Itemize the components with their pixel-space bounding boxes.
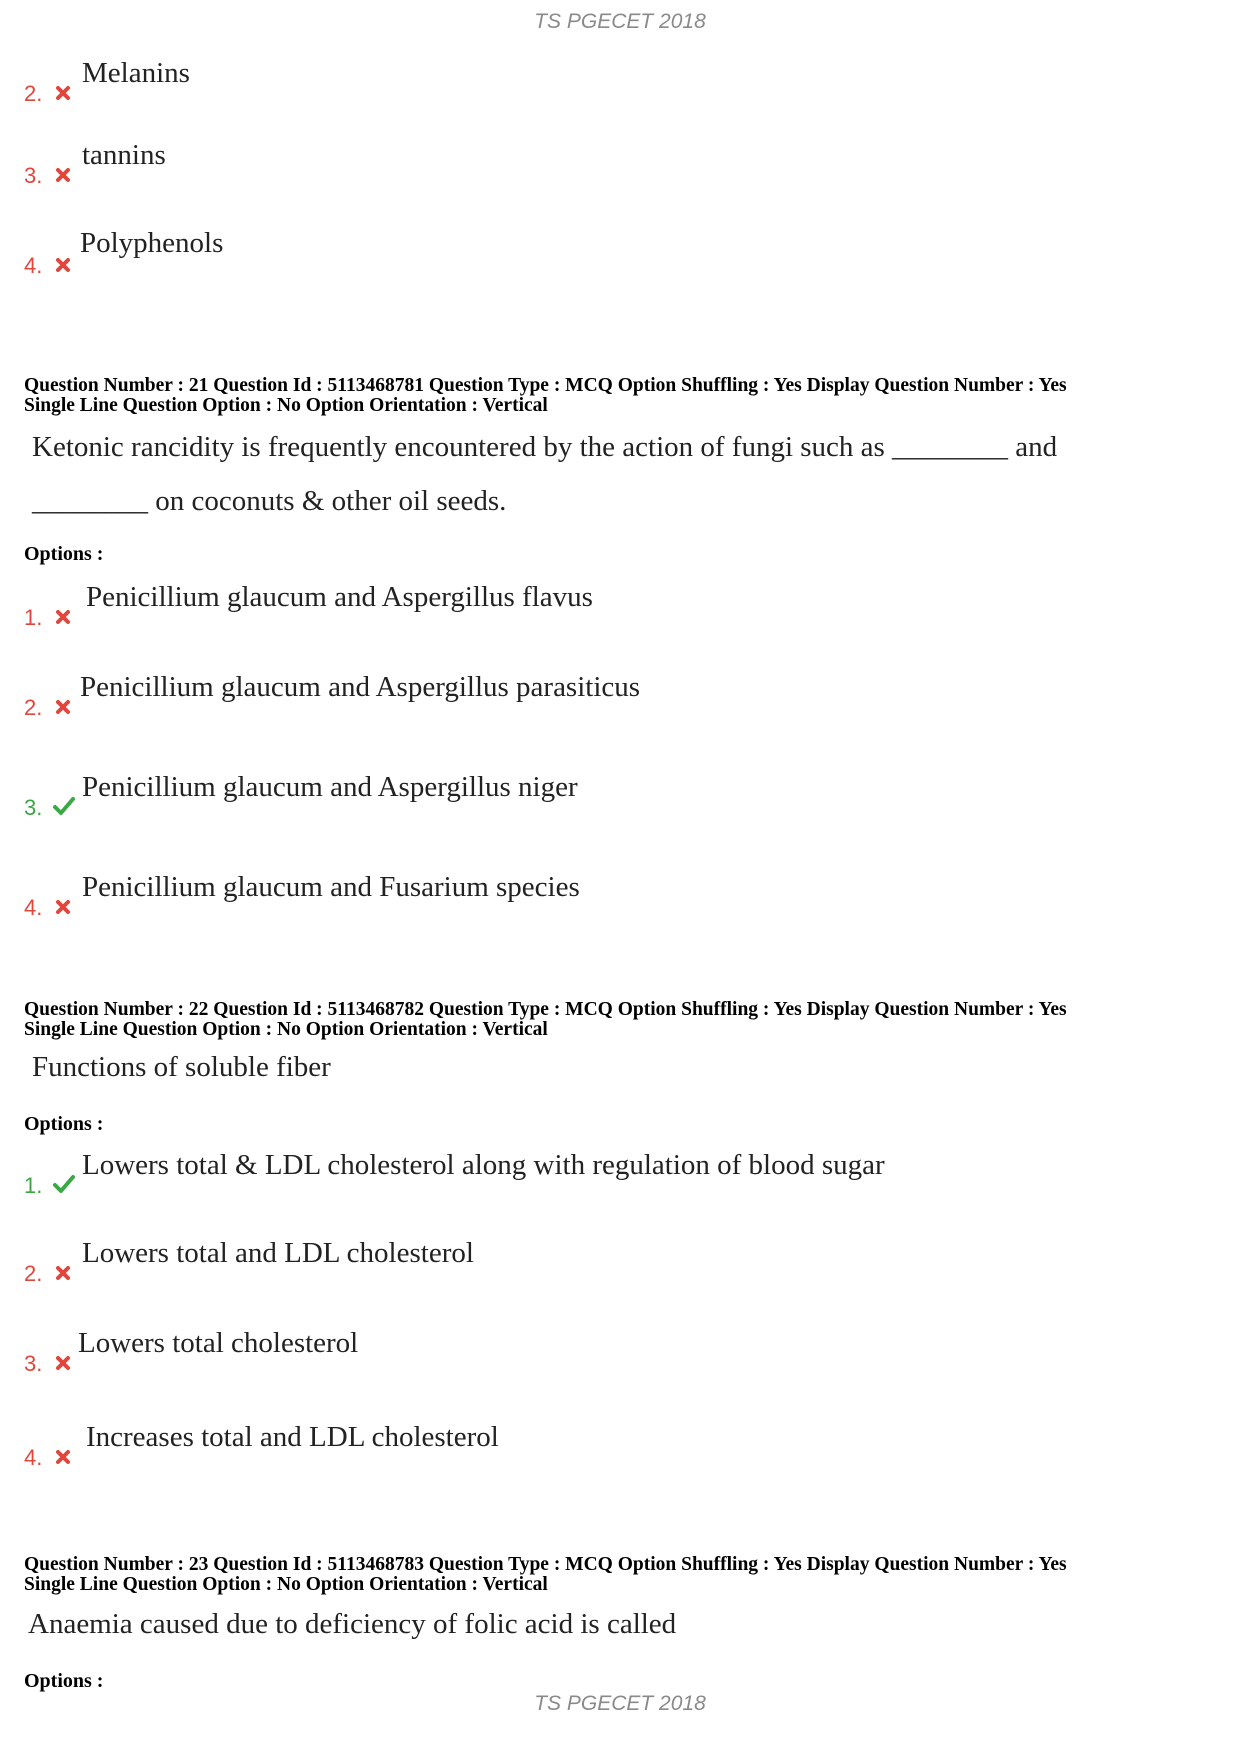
option-number: 3. bbox=[24, 795, 43, 820]
option-number: 4. bbox=[24, 895, 43, 920]
option-item[interactable] bbox=[24, 228, 1124, 278]
option-text: Penicillium glaucum and Aspergillus flavus bbox=[86, 581, 593, 613]
option-number: 2. bbox=[24, 81, 43, 106]
cross-icon bbox=[54, 166, 72, 184]
option-item[interactable] bbox=[24, 1236, 1124, 1286]
question-meta bbox=[24, 1555, 1224, 1595]
option-item[interactable] bbox=[24, 670, 1124, 720]
cross-icon bbox=[54, 1448, 72, 1466]
option-text: Penicillium glaucum and Fusarium species bbox=[82, 871, 580, 903]
options-label: Options : bbox=[24, 1670, 104, 1692]
cross-icon bbox=[54, 898, 72, 916]
question-stem: Ketonic rancidity is frequently encountered by the action of fungi such as ________ and ________ on coconuts & other oil seeds. bbox=[32, 431, 1058, 517]
option-number: 2. bbox=[24, 695, 43, 720]
option-text: Penicillium glaucum and Aspergillus niger bbox=[82, 771, 578, 803]
option-number: 3. bbox=[24, 163, 43, 188]
option-number: 2. bbox=[24, 1261, 43, 1286]
option-text: Lowers total & LDL cholesterol along with regulation of blood sugar bbox=[82, 1149, 885, 1181]
option-item[interactable] bbox=[24, 1420, 1124, 1470]
check-icon bbox=[52, 1174, 76, 1194]
question-meta bbox=[24, 1000, 1224, 1040]
option-item[interactable] bbox=[24, 138, 1124, 188]
cross-icon bbox=[54, 84, 72, 102]
option-item[interactable] bbox=[24, 770, 1124, 820]
option-number: 1. bbox=[24, 605, 43, 630]
option-item[interactable] bbox=[24, 56, 1124, 106]
question-stem: Functions of soluble fiber bbox=[32, 1051, 331, 1083]
option-text: tannins bbox=[82, 139, 166, 171]
options-label: Options : bbox=[24, 1113, 104, 1135]
question-meta-line: Single Line Question Option : No Option Orientation : Vertical bbox=[24, 1019, 548, 1040]
option-number: 3. bbox=[24, 1351, 43, 1376]
question-meta-line: Question Number : 23 Question Id : 5113468783 Question Type : MCQ Option Shuffling : Yes Display Question Number : Yes bbox=[24, 1554, 1067, 1575]
question-meta-line: Single Line Question Option : No Option Orientation : Vertical bbox=[24, 1574, 548, 1595]
option-item[interactable] bbox=[24, 580, 1124, 630]
option-text: Increases total and LDL cholesterol bbox=[86, 1421, 499, 1453]
running-footer: TS PGECET 2018 bbox=[534, 1692, 706, 1715]
option-text: Melanins bbox=[82, 57, 190, 89]
option-text: Penicillium glaucum and Aspergillus parasiticus bbox=[80, 671, 641, 703]
option-text: Lowers total cholesterol bbox=[78, 1327, 359, 1359]
cross-icon bbox=[54, 1354, 72, 1372]
option-item[interactable] bbox=[24, 1148, 1124, 1198]
option-number: 1. bbox=[24, 1173, 43, 1198]
option-item[interactable] bbox=[24, 1326, 1124, 1376]
cross-icon bbox=[54, 1264, 72, 1282]
question-stem: Anaemia caused due to deficiency of folic acid is called bbox=[28, 1608, 677, 1640]
options-label: Options : bbox=[24, 543, 104, 565]
cross-icon bbox=[54, 608, 72, 626]
option-number: 4. bbox=[24, 1445, 43, 1470]
cross-icon bbox=[54, 698, 72, 716]
question-meta-line: Question Number : 21 Question Id : 5113468781 Question Type : MCQ Option Shuffling : Yes Display Question Number : Yes bbox=[24, 375, 1067, 396]
option-number: 4. bbox=[24, 253, 43, 278]
question-meta bbox=[24, 376, 1224, 416]
cross-icon bbox=[54, 256, 72, 274]
option-item[interactable] bbox=[24, 870, 1124, 920]
option-text: Polyphenols bbox=[80, 227, 224, 259]
check-icon bbox=[52, 796, 76, 816]
option-text: Lowers total and LDL cholesterol bbox=[82, 1237, 474, 1269]
question-meta-line: Single Line Question Option : No Option Orientation : Vertical bbox=[24, 395, 548, 416]
question-meta-line: Question Number : 22 Question Id : 5113468782 Question Type : MCQ Option Shuffling : Yes Display Question Number : Yes bbox=[24, 999, 1067, 1020]
running-header: TS PGECET 2018 bbox=[534, 10, 706, 33]
